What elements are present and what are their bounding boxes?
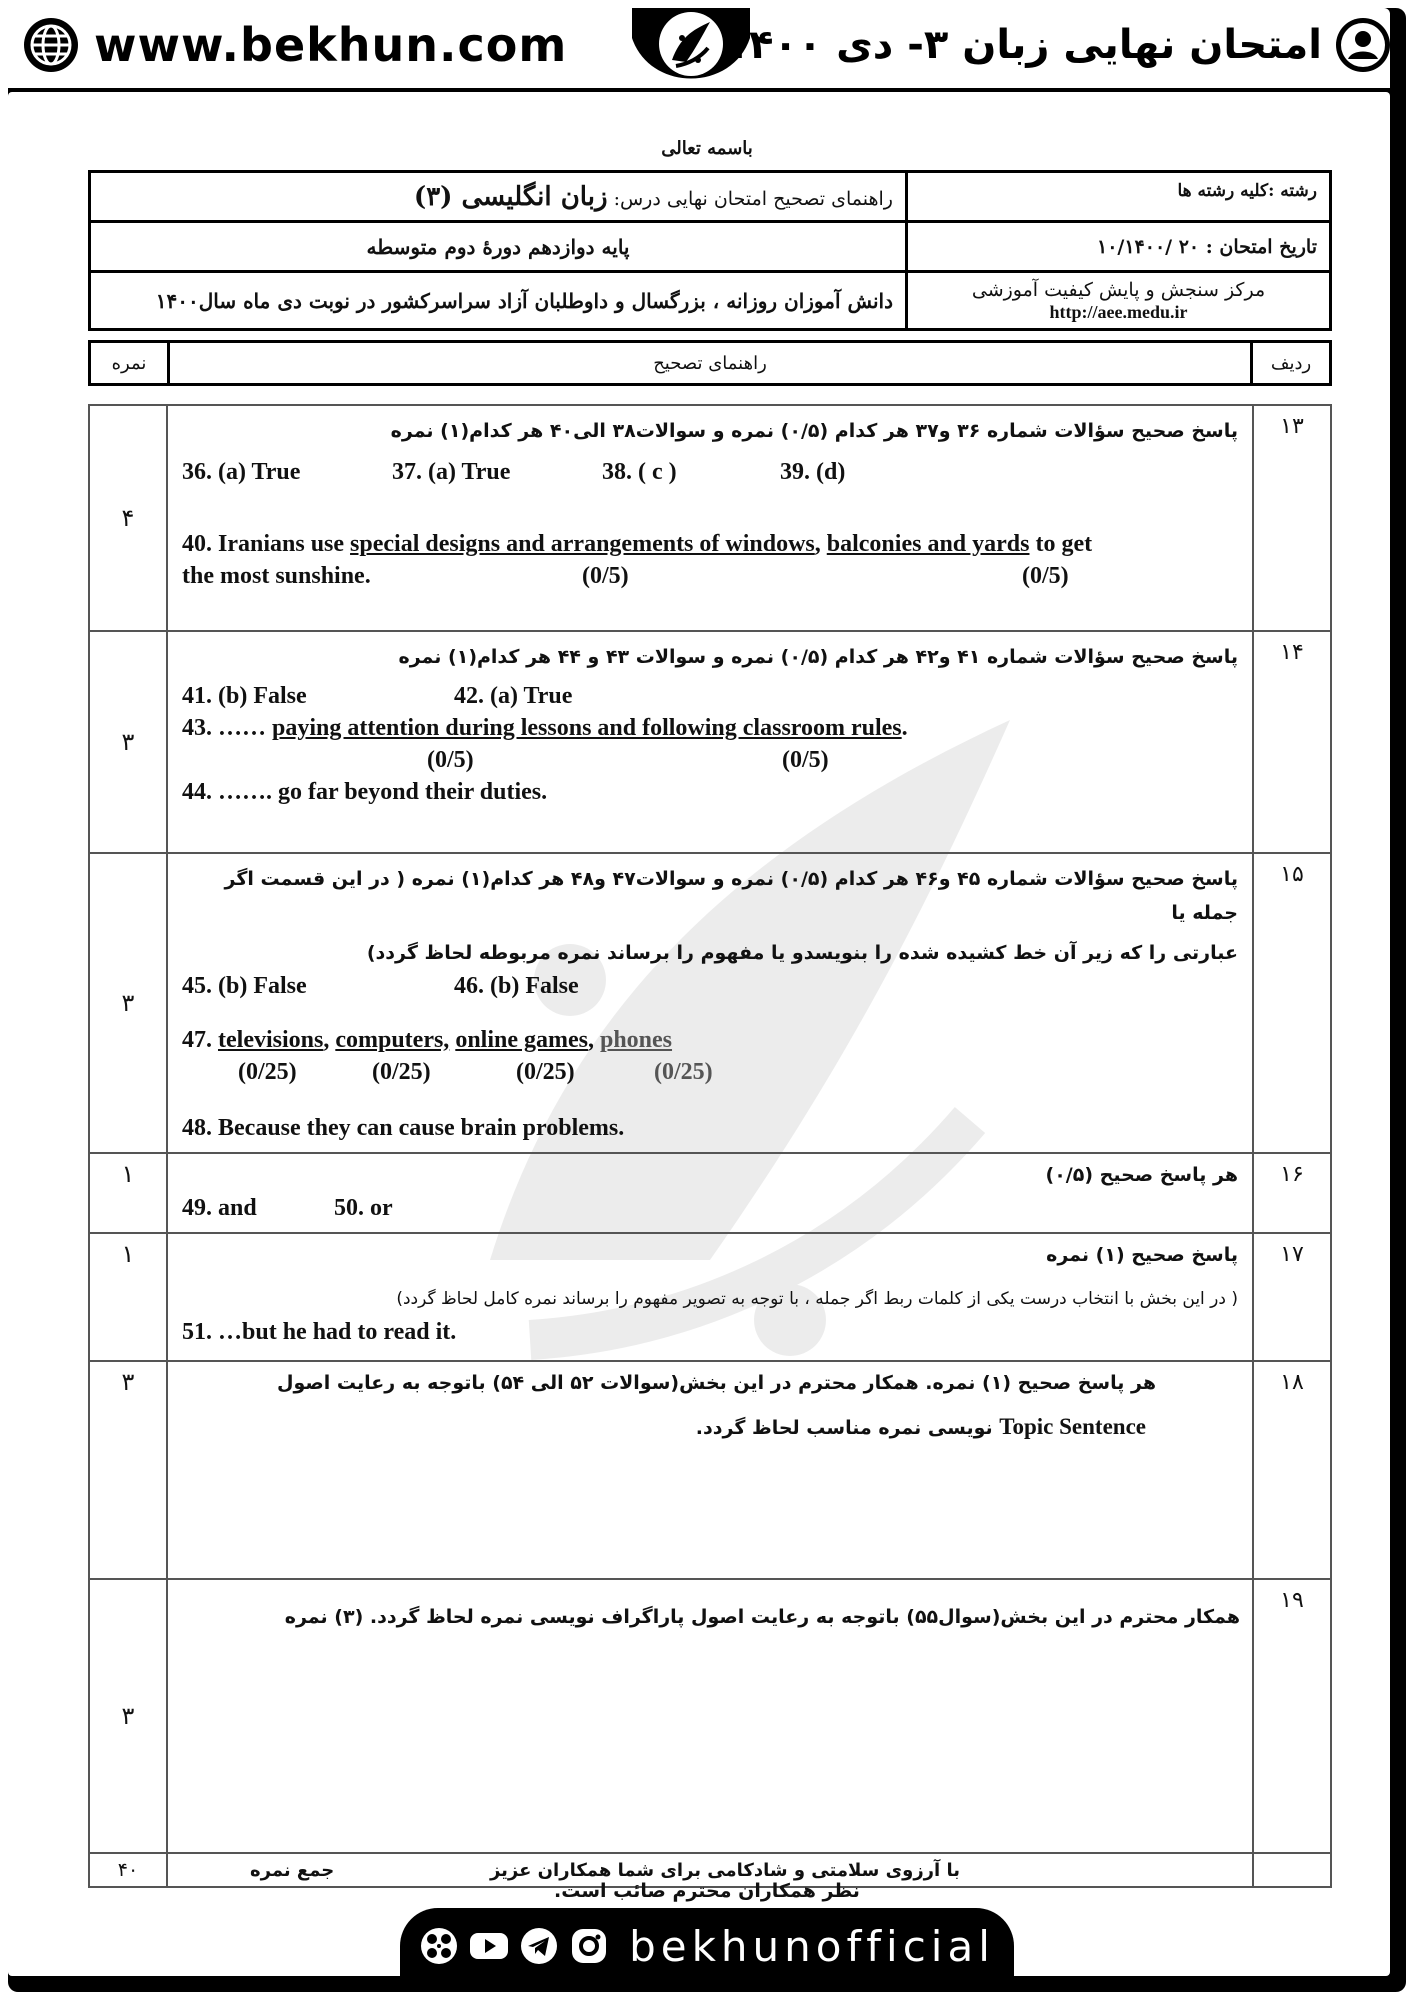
total-score: ۴۰	[89, 1853, 167, 1887]
website-link[interactable]	[22, 16, 567, 74]
row-content	[167, 1153, 1253, 1233]
answer-40-line2	[182, 560, 1238, 592]
basmala: باسمه تعالی	[661, 138, 753, 159]
row-instruction: پاسخ صحیح سؤالات شماره ۴۵ و۴۶ هر کدام (۰/۵) نمره و سوالات۴۷ و۴۸ هر کدام(۱) نمره ( در این قسمت اگر جمله یا	[224, 868, 1238, 924]
column-header	[88, 340, 1332, 386]
row-instruction: هر پاسخ صحیح (۰/۵)	[1045, 1164, 1238, 1186]
answer-40-key1: special designs and arrangements of windows	[350, 531, 815, 557]
answer-line	[182, 456, 1238, 488]
info-table	[88, 170, 1332, 331]
answer-40-pre: 40. Iranians use	[182, 531, 351, 557]
answer-46: 46. (b) False	[454, 973, 579, 999]
answer-42: 42. (a) True	[454, 683, 573, 709]
exam-title-text: امتحان نهایی زبان ۳- دی ۱۴۰۰	[724, 22, 1322, 68]
answer-47-word3: online games	[455, 1027, 588, 1053]
center-cell	[907, 272, 1331, 330]
answer-48: 48. Because they can cause brain problems.	[182, 1115, 625, 1141]
subject-name: زبان انگلیسی (۳)	[413, 181, 608, 212]
answer-43-points2: (0/5)	[782, 747, 829, 773]
row-number: ۱۸	[1253, 1361, 1331, 1579]
telegram-icon[interactable]	[519, 1926, 559, 1966]
table-row	[89, 1233, 1331, 1361]
row-number: ۱۵	[1253, 853, 1331, 1153]
row-score: ۱	[89, 1233, 167, 1361]
answer-47-pre: 47.	[182, 1027, 218, 1053]
social-handle[interactable]: bekhunofficial	[629, 1921, 995, 1971]
answer-line	[182, 1192, 1238, 1224]
answer-43	[182, 712, 1238, 744]
answer-40	[182, 528, 1238, 560]
students-text: دانش آموزان روزانه ، بزرگسال و داوطلبان آزاد سراسرکشور در نوبت دی ماه سال۱۴۰۰	[155, 288, 893, 313]
center-name: مرکز سنجش و پایش کیفیت آموزشی	[971, 278, 1266, 301]
row-content	[167, 631, 1253, 853]
center-url[interactable]: http://aee.medu.ir	[1049, 301, 1188, 322]
row-instruction: همکار محترم در این بخش(سوال۵۵) باتوجه به رعایت اصول پاراگراف نویسی نمره لحاظ گردد. (۳) نمره	[284, 1606, 1240, 1628]
answer-47-word4: phones	[599, 1027, 673, 1053]
answer-50: 50. or	[334, 1195, 393, 1221]
answer-40-post: to get	[1029, 531, 1093, 557]
answer-43-points	[182, 744, 1238, 776]
answer-47-word1: televisions	[218, 1027, 324, 1053]
answer-table	[88, 404, 1332, 1888]
instagram-icon[interactable]	[569, 1926, 609, 1966]
row-score: ۱	[89, 1153, 167, 1233]
globe-icon	[22, 16, 80, 74]
table-row	[89, 631, 1331, 853]
exam-date: تاریخ امتحان : ۲۰ /۱۰/۱۴۰۰	[1096, 235, 1317, 258]
answer-43-points1: (0/5)	[427, 747, 474, 773]
col-row: ردیف	[1252, 342, 1331, 385]
row-number: ۱۳	[1253, 405, 1331, 631]
user-icon	[1334, 16, 1392, 74]
topic-sentence-term: Topic Sentence	[999, 1414, 1146, 1439]
row-instruction-2: عبارتی را که زیر آن خط کشیده شده را بنویسدو یا مفهوم را برساند نمره مربوطه لحاظ گردد)	[366, 942, 1238, 964]
answer-36: 36. (a) True	[182, 459, 301, 485]
field-cell	[907, 172, 1331, 222]
answer-45: 45. (b) False	[182, 973, 307, 999]
answer-line	[182, 680, 1238, 712]
table-row	[89, 1153, 1331, 1233]
row-score: ۳	[89, 1579, 167, 1853]
answer-37: 37. (a) True	[392, 459, 511, 485]
aparat-icon[interactable]	[419, 1926, 459, 1966]
website-url: www.bekhun.com	[94, 18, 568, 72]
answer-47: 47. televisions, computers, online games, phones	[182, 1027, 673, 1053]
row-content	[167, 853, 1253, 1153]
row-content	[167, 1579, 1253, 1853]
answer-40-key2: balconies and yards	[826, 531, 1030, 557]
answer-40-comma: ,	[814, 531, 827, 557]
row-content	[167, 405, 1253, 631]
answer-47-points2: (0/25)	[372, 1059, 431, 1085]
header-divider	[8, 88, 1390, 92]
answer-44: 44. ……. go far beyond their duties.	[182, 779, 548, 805]
total-label: جمع نمره	[250, 1859, 335, 1881]
answer-38: 38. ( c )	[602, 459, 677, 485]
table-row	[89, 405, 1331, 631]
row-score: ۳	[89, 631, 167, 853]
answer-51: 51. …but he had to read it.	[182, 1319, 457, 1345]
answer-line	[182, 970, 1238, 1002]
guide-label: راهنمای تصحیح امتحان نهایی درس:	[613, 187, 893, 210]
social-footer	[400, 1908, 1014, 1984]
row-instruction: پاسخ صحیح (۱) نمره	[1046, 1244, 1238, 1266]
exam-title	[725, 16, 1392, 74]
answer-47-points1: (0/25)	[238, 1059, 297, 1085]
row-content	[167, 1361, 1253, 1579]
answer-41: 41. (b) False	[182, 683, 307, 709]
row-instruction: پاسخ صحیح سؤالات شماره ۳۶ و۳۷ هر کدام (۰/۵) نمره و سوالات۳۸ الی۴۰ هر کدام(۱) نمره	[390, 420, 1238, 442]
answer-40-points1: (0/5)	[582, 563, 629, 589]
field-text: رشته :کلیه رشته ها	[1177, 181, 1317, 201]
col-score: نمره	[90, 342, 169, 385]
answer-40-end: the most sunshine.	[182, 563, 371, 589]
students-cell	[90, 272, 907, 330]
row-number: ۱۹	[1253, 1579, 1331, 1853]
row-number: ۱۷	[1253, 1233, 1331, 1361]
answer-49: 49. and	[182, 1195, 257, 1221]
answer-47-points3: (0/25)	[516, 1059, 575, 1085]
row-instruction-2-text: نویسی نمره مناسب لحاظ گردد.	[695, 1417, 993, 1439]
answer-39: 39. (d)	[780, 459, 846, 485]
row-note: ( در این بخش با انتخاب درست یکی از کلمات ربط اگر جمله ، با توجه به تصویر مفهوم را برساند نمره کامل لحاظ گردد)	[396, 1289, 1238, 1309]
grade-cell	[90, 222, 907, 272]
row-instruction-2	[182, 1410, 1156, 1445]
table-row	[89, 1579, 1331, 1853]
row-score: ۳	[89, 1361, 167, 1579]
answer-43-key: paying attention during lessons and following classroom rules	[272, 715, 902, 741]
answer-40-points2: (0/5)	[1022, 563, 1069, 589]
answer-47-points	[182, 1056, 1238, 1088]
row-number: ۱۴	[1253, 631, 1331, 853]
row-content	[167, 1233, 1253, 1361]
answer-47-points4: (0/25)	[654, 1059, 713, 1085]
closing-note: نظر همکاران محترم صائب است.	[554, 1880, 860, 1902]
row-number: ۱۶	[1253, 1153, 1331, 1233]
answer-43-pre: 43. ……	[182, 715, 272, 741]
col-guide: راهنمای تصحیح	[169, 342, 1252, 385]
row-score: ۳	[89, 853, 167, 1153]
table-row	[89, 853, 1331, 1153]
row-instruction: هر پاسخ صحیح (۱) نمره. همکار محترم در این بخش(سوالات ۵۲ الی ۵۴) باتوجه به رعایت اصول	[277, 1372, 1156, 1394]
total-wish: با آرزوی سلامتی و شادکامی برای شما همکاران عزیز	[489, 1859, 960, 1881]
youtube-icon[interactable]	[469, 1926, 509, 1966]
row-score: ۴	[89, 405, 167, 631]
subject-cell	[90, 172, 907, 222]
row-instruction: پاسخ صحیح سؤالات شماره ۴۱ و۴۲ هر کدام (۰/۵) نمره و سوالات ۴۳ و ۴۴ هر کدام(۱) نمره	[398, 646, 1238, 668]
answer-43-post: .	[901, 715, 908, 741]
grade-text: پایه دوازدهم دورهٔ دوم متوسطه	[366, 234, 630, 259]
answer-47-word2: computers,	[335, 1027, 450, 1053]
table-row	[89, 1361, 1331, 1579]
date-cell	[907, 222, 1331, 272]
